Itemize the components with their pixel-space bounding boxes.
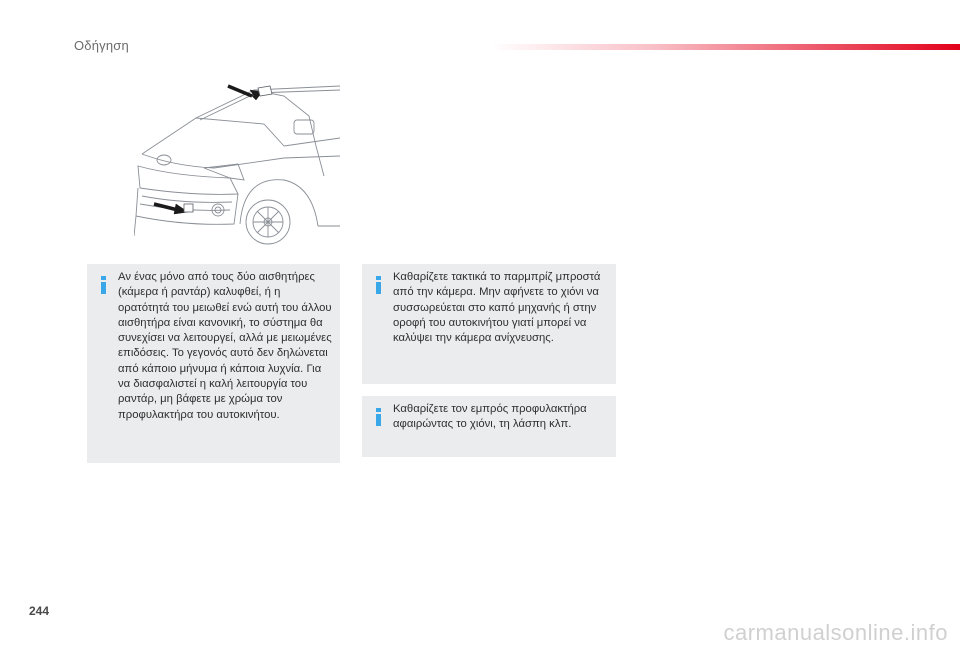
info-note-sensor-coverage [87,264,340,463]
info-icon [100,276,107,294]
note-text: Καθαρίζετε τον εμπρός προφυλακτήρα αφαιρώντας το χιόνι, τη λάσπη κλπ. [393,403,587,431]
watermark: carmanualsonline.info [723,620,948,645]
van-sensor-illustration [134,76,340,248]
header-accent-bar [490,44,960,50]
info-icon [375,276,382,294]
note-text: Αν ένας μόνο από τους δύο αισθητήρες (κάμερα ή ραντάρ) καλυφθεί, ή η ορατότητά του μειωθεί ενώ αυτή του άλλου αισθητήρα είναι κανονική, το σύστημα θα συνεχίσει να λειτουργεί, αλλά με μειωμένες επιδόσεις. Το γεγονός αυτό δεν δηλώνεται από κάποιο μήνυμα ή κάποια λυχνία. Για να διασφαλιστεί η καλή λειτουργία του ραντάρ, μη βάφετε με χρώμα τον προφυλακτήρα του αυτοκινήτου. [118,271,332,421]
section-title: Οδήγηση [74,38,129,53]
info-icon [375,408,382,426]
note-text: Καθαρίζετε τακτικά το παρμπρίζ μπροστά από την κάμερα. Μην αφήνετε το χιόνι να συσσωρεύεται στο καπό μηχανής ή στην οροφή του αυτοκινήτου γιατί μπορεί να καλύψει την κάμερα ανίχνευσης. [393,271,601,345]
info-note-bumper-cleaning [362,396,616,457]
info-note-windshield-cleaning [362,264,616,384]
page-number: 244 [29,604,50,618]
